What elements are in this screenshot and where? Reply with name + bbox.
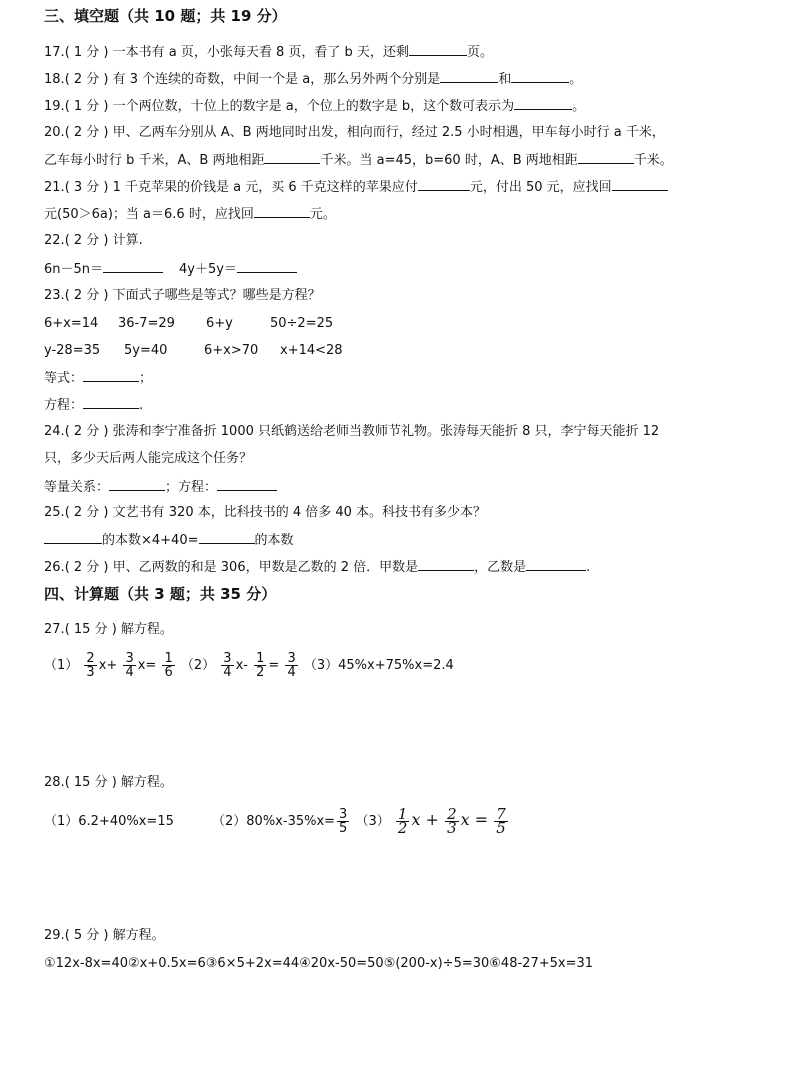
question-17: 17.( 1 分 ) 一本书有 a 页，小张每天看 8 页，看了 b 天，还剩 页。 — [44, 42, 493, 63]
question-24-line2: 只，多少天后两人能完成这个任务？ — [44, 451, 253, 466]
fraction: $\frac{1}{2}$ — [256, 651, 265, 680]
fraction: $\frac{3}{4}$ — [223, 651, 232, 680]
answer-blank[interactable] — [514, 96, 572, 110]
question-28: 28.( 15 分 ) 解方程。 — [44, 775, 173, 790]
answer-blank[interactable] — [418, 557, 474, 571]
question-24-line3: 等量关系： ；方程： — [44, 477, 277, 498]
question-27-equations: （1） $\frac{2}{3}$ x+ $\frac{3}{4}$ x= $\frac{1}{6}$ （2） $\frac{3}{4}$ x- $\frac{1}{2}$ = $\frac{3}{4}$ （3）45%x+75%x=2.4 — [44, 651, 454, 680]
answer-blank[interactable] — [103, 259, 163, 273]
fraction: $\frac{3}{4}$ — [125, 651, 134, 680]
question-20: 20.( 2 分 ) 甲、乙两车分别从 A、B 两地同时出发，相向而行，经过 2.5 小时相遇，甲车每小时行 a 千米， — [44, 125, 665, 140]
section-title-fill-blank: 三、填空题（共 10 题；共 19 分） — [44, 7, 287, 25]
question-29: 29.( 5 分 ) 解方程。 — [44, 928, 165, 943]
question-24: 24.( 2 分 ) 张涛和李宁准备折 1000 只纸鹤送给老师当教师节礼物。张涛每天能折 8 只，李宁每天能折 12 — [44, 424, 660, 439]
fraction: $\frac{3}{5}$ — [339, 807, 348, 836]
fraction: $\frac{3}{4}$ — [287, 651, 296, 680]
question-21: 21.( 3 分 ) 1 千克苹果的价钱是 a 元，买 6 千克这样的苹果应付 元，付出 50 元，应找回 — [44, 177, 668, 198]
fraction: $\frac{7}{5}$ — [496, 805, 506, 837]
answer-blank[interactable] — [511, 69, 569, 83]
question-19: 19.( 1 分 ) 一个两位数，十位上的数字是 a，个位上的数字是 b，这个数可表示为 。 — [44, 96, 585, 117]
answer-blank[interactable] — [237, 259, 297, 273]
answer-blank[interactable] — [83, 395, 139, 409]
section-title-calculation: 四、计算题（共 3 题；共 35 分） — [44, 585, 277, 603]
question-25-line2: 的本数×4+40= 的本数 — [44, 530, 294, 551]
question-25: 25.( 2 分 ) 文艺书有 320 本，比科技书的 4 倍多 40 本。科技书有多少本？ — [44, 505, 487, 520]
answer-blank[interactable] — [612, 177, 668, 191]
question-23: 23.( 2 分 ) 下面式子哪些是等式？哪些是方程？ — [44, 288, 321, 303]
question-29-equations: ①12x-8x=40②x+0.5x=6③6×5+2x=44④20x-50=50⑤(200-x)÷5=30⑥48-27+5x=31 — [44, 956, 594, 971]
question-28-equations: （1）6.2+40%x=15 （2）80%x-35%x= $\frac{3}{5}$ （3） $\frac{1}{2}$ x + $\frac{2}{3}$ x = $\frac{7}{5}$ — [44, 805, 506, 837]
question-26: 26.( 2 分 ) 甲、乙两数的和是 306，甲数是乙数的 2 倍．甲数是 ，乙数是 . — [44, 557, 590, 578]
answer-blank[interactable] — [254, 204, 310, 218]
question-18: 18.( 2 分 ) 有 3 个连续的奇数，中间一个是 a，那么另外两个分别是 和 。 — [44, 69, 582, 90]
question-27: 27.( 15 分 ) 解方程。 — [44, 622, 173, 637]
answer-blank[interactable] — [109, 477, 165, 491]
question-23-formulas: 方程： . — [44, 395, 143, 416]
question-23-row1: 6+x=14 36-7=29 6+y 50÷2=25 — [44, 316, 334, 331]
answer-blank[interactable] — [409, 42, 467, 56]
answer-blank[interactable] — [418, 177, 470, 191]
answer-blank[interactable] — [217, 477, 277, 491]
question-23-equations: 等式： ； — [44, 368, 152, 389]
answer-blank[interactable] — [44, 530, 102, 544]
answer-blank[interactable] — [199, 530, 255, 544]
question-21-line2: 元(50＞6a)；当 a＝6.6 时，应找回 元。 — [44, 204, 336, 225]
question-22: 22.( 2 分 ) 计算. — [44, 233, 143, 248]
answer-blank[interactable] — [83, 368, 139, 382]
fraction: $\frac{1}{6}$ — [164, 651, 173, 680]
fraction: $\frac{2}{3}$ — [447, 805, 457, 837]
question-20-line2: 乙车每小时行 b 千米，A、B 两地相距 千米。当 a=45，b=60 时，A、B 两地相距 千米。 — [44, 150, 673, 171]
question-22-exprs: 6n－5n＝ 4y＋5y＝ — [44, 259, 297, 280]
fraction: $\frac{2}{3}$ — [86, 651, 95, 680]
answer-blank[interactable] — [440, 69, 498, 83]
question-23-row2: y-28=35 5y=40 6+x>70 x+14<28 — [44, 343, 343, 358]
answer-blank[interactable] — [526, 557, 586, 571]
answer-blank[interactable] — [578, 150, 634, 164]
fraction: $\frac{1}{2}$ — [397, 805, 408, 837]
answer-blank[interactable] — [264, 150, 320, 164]
